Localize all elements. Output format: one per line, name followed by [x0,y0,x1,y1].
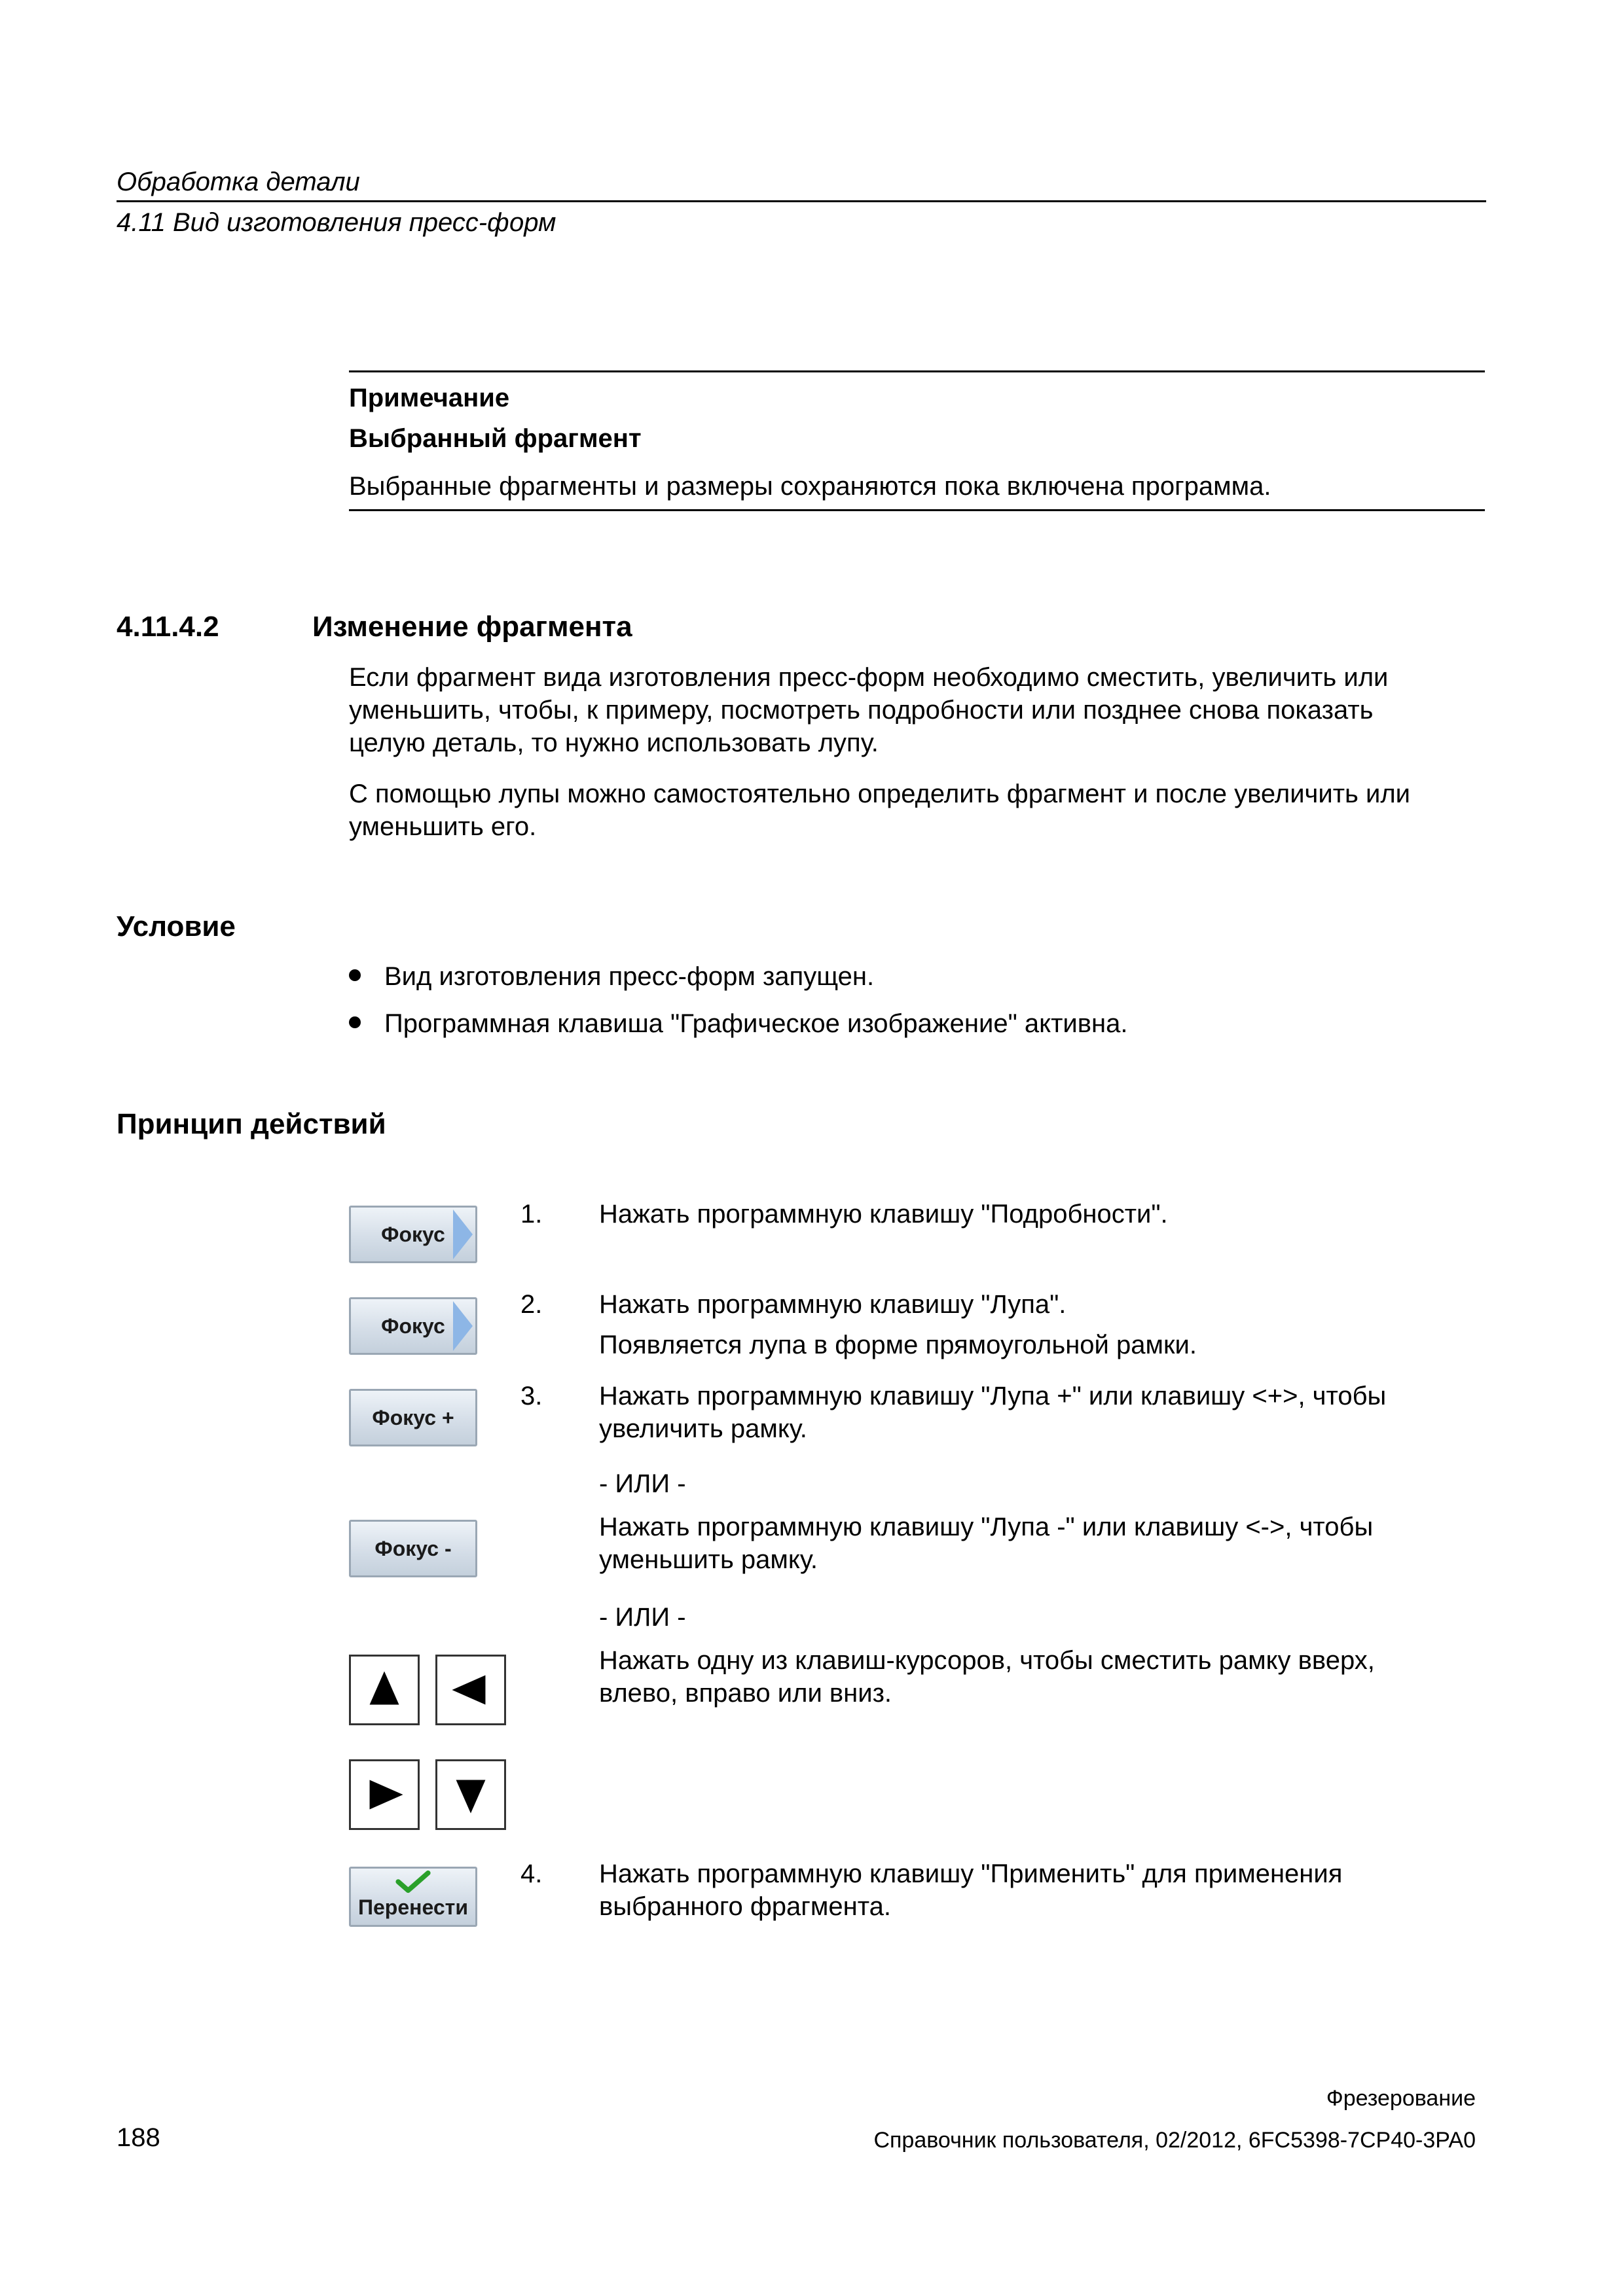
page-number: 188 [117,2123,160,2152]
step-text: Нажать программную клавишу "Лупа +" или клавишу <+>, чтобы увеличить рамку. [599,1382,1387,1443]
running-header-chapter: Обработка детали [117,168,360,196]
condition-heading: Условие [117,910,236,942]
arrow-right-icon [453,1210,473,1259]
note-top-rule [349,370,1485,372]
footer-manual: Справочник пользователя, 02/2012, 6FC5398-7CP40-3PA0 [873,2128,1476,2153]
arrow-up-icon [351,1657,418,1723]
cursor-down-key[interactable] [435,1759,506,1830]
or-separator: - ИЛИ - [599,1469,686,1498]
step-number: 1. [520,1200,543,1229]
section-number: 4.11.4.2 [117,611,219,643]
cursor-up-key[interactable] [349,1655,420,1725]
step-text: Нажать программную клавишу "Применить" для применения выбранного фрагмента. [599,1859,1343,1921]
arrow-down-icon [437,1761,504,1828]
softkey-focus-loupe[interactable]: Фокус [349,1297,477,1355]
step-text: Нажать программную клавишу "Подробности". [599,1200,1168,1229]
step-number: 2. [520,1290,543,1319]
footer-product: Фрезерование [1326,2086,1476,2111]
checkmark-icon [394,1869,432,1894]
arrow-right-icon [453,1301,473,1351]
running-header-section: 4.11 Вид изготовления пресс-форм [117,208,556,237]
section-paragraph-1: Если фрагмент вида изготовления пресс-форм необходимо сместить, увеличить или уменьшить, чтобы, к примеру, посмотреть подробности или позднее снова показать целую деталь, то нужно использовать лупу. [349,663,1389,757]
bullet-icon [349,969,361,981]
procedure-heading: Принцип действий [117,1108,386,1140]
section-paragraph-2: С помощью лупы можно самостоятельно определить фрагмент и после увеличить или уменьшить его. [349,780,1411,841]
softkey-focus-minus[interactable]: Фокус - [349,1520,477,1577]
header-divider [117,200,1486,202]
note-subtitle: Выбранный фрагмент [349,424,642,453]
condition-item: Вид изготовления пресс-форм запущен. [349,961,874,992]
cursor-left-key[interactable] [435,1655,506,1725]
arrow-right-icon [351,1761,418,1828]
softkey-focus-details[interactable]: Фокус [349,1206,477,1263]
softkey-focus-plus[interactable]: Фокус + [349,1389,477,1446]
note-bottom-rule [349,509,1485,511]
arrow-left-icon [437,1657,504,1723]
or-separator: - ИЛИ - [599,1603,686,1632]
section-title: Изменение фрагмента [312,611,632,643]
step-text: Нажать программную клавишу "Лупа -" или клавишу <->, чтобы уменьшить рамку. [599,1513,1374,1574]
step-number: 4. [520,1859,543,1888]
softkey-transfer[interactable]: Перенести [349,1867,477,1927]
step-number: 3. [520,1382,543,1410]
bullet-icon [349,1016,361,1028]
note-text: Выбранные фрагменты и размеры сохраняются пока включена программа. [349,472,1271,501]
step-text: Нажать программную клавишу "Лупа". Появляется лупа в форме прямоугольной рамки. [599,1290,1197,1359]
step-text: Нажать одну из клавиш-курсоров, чтобы сместить рамку вверх, влево, вправо или вниз. [599,1646,1375,1708]
condition-item: Программная клавиша "Графическое изображение" активна. [349,1008,1127,1039]
note-title: Примечание [349,384,510,412]
cursor-right-key[interactable] [349,1759,420,1830]
